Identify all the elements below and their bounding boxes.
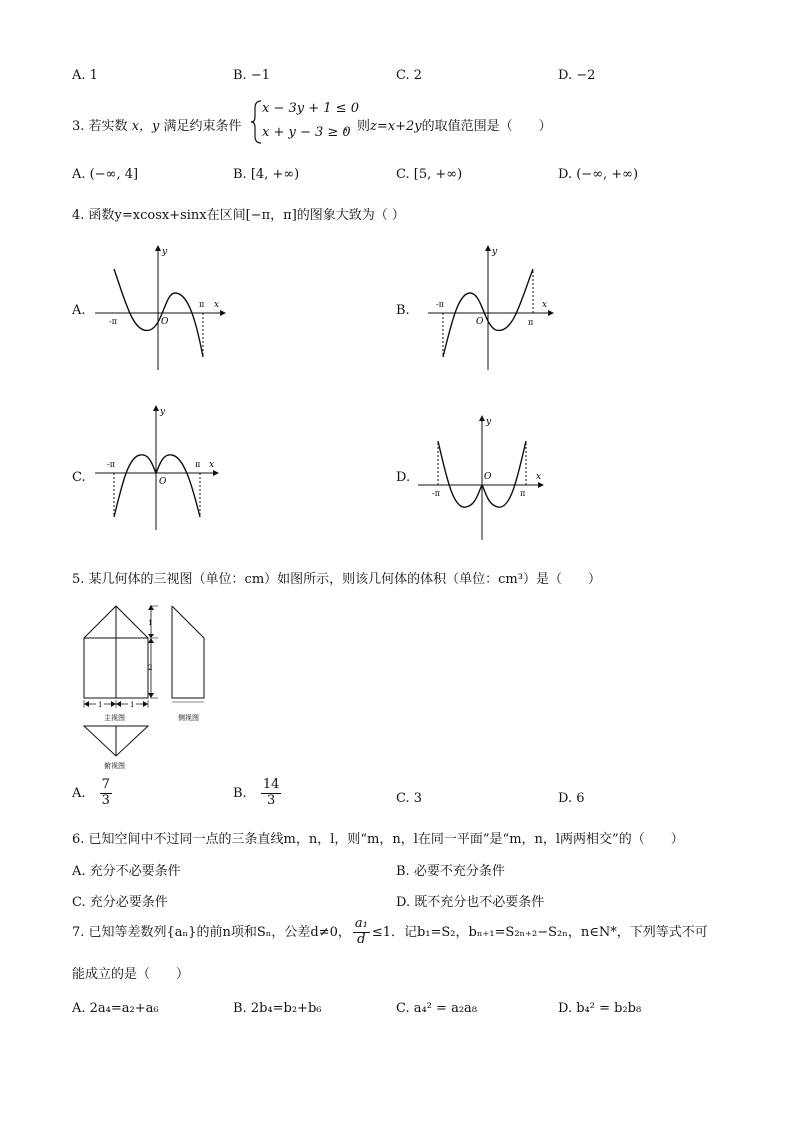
q6-stem: 6. 已知空间中不过同一点的三条直线m，n，l，则“m，n，l在同一平面”是“m，n，l两两相交”的（ ） bbox=[72, 832, 684, 847]
q2-option-d[interactable]: D. −2 bbox=[558, 68, 596, 83]
origin-label: O bbox=[159, 477, 167, 487]
x-axis-label: x bbox=[536, 472, 542, 482]
q4-option-a-label[interactable]: A. bbox=[72, 303, 86, 318]
neg-pi-label: -π bbox=[107, 460, 115, 469]
q7-stem-a: 7. 已知等差数列{aₙ}的前n项和Sₙ，公差d≠0， bbox=[72, 924, 351, 940]
q3-option-c[interactable]: C. [5, +∞) bbox=[396, 167, 463, 182]
fraction-denominator: 3 bbox=[266, 792, 276, 808]
q7-option-a[interactable]: A. 2a₄=a₂+a₆ bbox=[72, 1001, 159, 1016]
q6-option-d[interactable]: D. 既不充分也不必要条件 bbox=[396, 895, 545, 910]
neg-pi-label: -π bbox=[432, 489, 440, 498]
q3-option-a[interactable]: A. (−∞, 4] bbox=[72, 167, 139, 182]
dim-height-body: 2 bbox=[148, 664, 153, 672]
q4-option-c-label[interactable]: C. bbox=[72, 470, 86, 485]
q3-stem-tail bbox=[344, 115, 552, 134]
dim-width-left: 1 bbox=[98, 701, 103, 709]
fraction-numerator: a₁ bbox=[354, 916, 368, 931]
y-axis-label: y bbox=[492, 247, 498, 257]
q7-fraction bbox=[353, 917, 370, 948]
q7-stem-line2: 能成立的是（ ） bbox=[72, 967, 190, 982]
origin-label: O bbox=[161, 317, 169, 327]
q5-option-d-value: 6 bbox=[576, 791, 585, 806]
q5-option-d-letter: D. bbox=[558, 791, 573, 806]
y-axis-label: y bbox=[162, 247, 168, 257]
front-view-label: 主视图 bbox=[104, 714, 125, 722]
x-axis-label: x bbox=[542, 300, 548, 310]
q3-option-d[interactable]: D. (−∞, +∞) bbox=[558, 167, 639, 182]
q5-option-a[interactable] bbox=[72, 778, 112, 809]
q7-stem-line1 bbox=[72, 917, 708, 948]
q5-option-b[interactable] bbox=[233, 778, 281, 809]
q3-stem-c: ，则 bbox=[344, 119, 371, 134]
q5-option-c-value: 3 bbox=[413, 791, 423, 806]
graph-d[interactable] bbox=[418, 415, 558, 540]
dim-height-top: 1 bbox=[148, 619, 153, 627]
q4-option-b-label[interactable]: B. bbox=[396, 303, 410, 318]
q6-option-b[interactable]: B. 必要不充分条件 bbox=[396, 864, 505, 879]
q2-option-c[interactable]: C. 2 bbox=[396, 68, 423, 83]
graph-b[interactable] bbox=[418, 245, 558, 370]
pi-label: π bbox=[195, 460, 201, 469]
fraction-numerator: 7 bbox=[101, 777, 110, 792]
graph-a[interactable] bbox=[95, 245, 230, 370]
q5-option-b-letter: B. bbox=[233, 785, 247, 801]
q5-option-c[interactable] bbox=[396, 791, 422, 806]
q6-option-c[interactable]: C. 充分必要条件 bbox=[72, 895, 168, 910]
q3-stem-b: 满足约束条件 bbox=[163, 119, 242, 134]
q5-option-c-letter: C. bbox=[396, 791, 410, 806]
pi-label: π bbox=[520, 489, 526, 498]
fraction-denominator: 3 bbox=[101, 792, 110, 808]
q3-stem-a: 若实数 bbox=[88, 119, 128, 134]
q3-option-b[interactable]: B. [4, +∞) bbox=[233, 167, 300, 182]
q7-option-c[interactable]: C. a₄² = a₂a₈ bbox=[396, 1001, 478, 1016]
q3-stem bbox=[72, 115, 242, 134]
neg-pi-label: -π bbox=[109, 317, 117, 326]
x-axis-label: x bbox=[209, 460, 215, 470]
q6-option-a[interactable]: A. 充分不必要条件 bbox=[72, 864, 181, 879]
top-view-label: 俯视图 bbox=[104, 762, 125, 770]
q7-option-d[interactable]: D. b₄² = b₂b₈ bbox=[558, 1001, 642, 1016]
q3-constraint-1: x − 3y + 1 ≤ 0 bbox=[262, 101, 359, 116]
neg-pi-label: -π bbox=[436, 300, 444, 309]
q3-vars: x，y bbox=[131, 119, 160, 134]
q3-stem-d: 的取值范围是（ ） bbox=[421, 119, 552, 134]
y-axis-label: y bbox=[486, 417, 492, 427]
q7-option-b[interactable]: B. 2b₄=b₂+b₆ bbox=[233, 1001, 322, 1016]
q4-option-d-label[interactable]: D. bbox=[396, 470, 411, 485]
q2-option-b[interactable]: B. −1 bbox=[233, 68, 270, 83]
q4-stem: 4. 函数y=xcosx+sinx在区间[−π，π]的图象大致为（ ） bbox=[72, 208, 405, 223]
q3-constraint-2: x + y − 3 ≥ 0 bbox=[262, 125, 351, 140]
fraction-numerator: 14 bbox=[262, 777, 280, 792]
origin-label: O bbox=[476, 317, 484, 327]
q3-number: 3. bbox=[72, 119, 85, 134]
three-view-figure bbox=[78, 600, 218, 772]
q7-stem-b: ≤1．记b₁=S₂，bₙ₊₁=S₂ₙ₊₂−S₂ₙ，n∈N*，下列等式不可 bbox=[371, 924, 708, 940]
origin-label: O bbox=[484, 472, 492, 482]
dim-width-right: 1 bbox=[130, 701, 135, 709]
q5-option-a-fraction bbox=[100, 778, 112, 809]
y-axis-label: y bbox=[160, 407, 166, 417]
q3-expr: z=x+2y bbox=[370, 119, 422, 134]
q2-option-a[interactable]: A. 1 bbox=[72, 68, 98, 83]
pi-label: π bbox=[199, 300, 205, 309]
x-axis-label: x bbox=[214, 300, 220, 310]
pi-label: π bbox=[528, 318, 534, 327]
q5-option-b-fraction bbox=[261, 778, 282, 809]
q5-option-d[interactable] bbox=[558, 791, 585, 806]
fraction-denominator: d bbox=[357, 931, 366, 947]
q5-option-a-letter: A. bbox=[72, 785, 86, 801]
q5-stem: 5. 某几何体的三视图（单位：cm）如图所示，则该几何体的体积（单位：cm³）是（ ） bbox=[72, 572, 601, 587]
side-view-label: 侧视图 bbox=[178, 714, 199, 722]
graph-c[interactable] bbox=[95, 405, 230, 530]
